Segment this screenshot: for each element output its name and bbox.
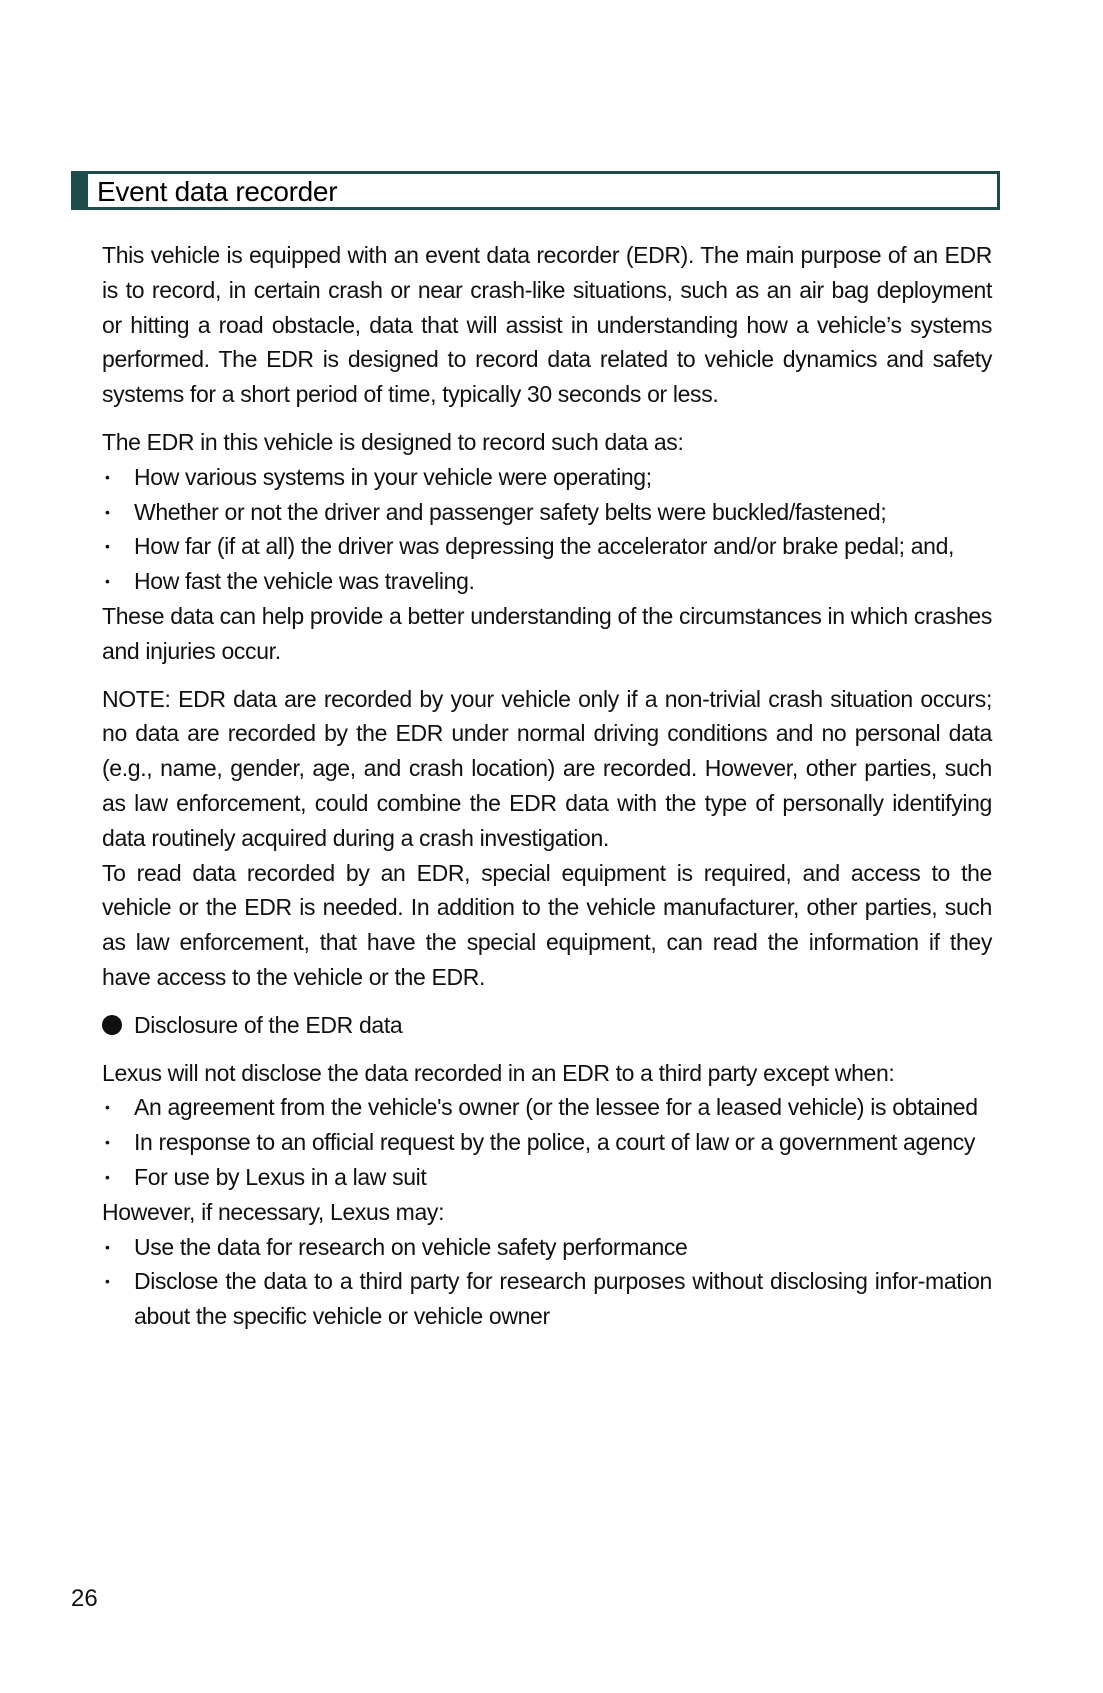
list-item: • An agreement from the vehicle's owner (or the lessee for a leased vehicle) is obtained (102, 1090, 992, 1125)
page-number: 26 (71, 1585, 98, 1612)
section-title: Event data recorder (97, 176, 338, 207)
access-paragraph: To read data recorded by an EDR, special equipment is required, and access to the vehicle or the EDR is needed. In addition to the vehicle manufacturer, other parties, such as law enforcement, that have the special equipment, can read the information if they have access to the vehicle or the EDR. (102, 859, 992, 990)
records-summary: These data can help provide a better understanding of the circumstances in which crashes and injuries occur. (102, 602, 992, 664)
may-lead: However, if necessary, Lexus may: (102, 1198, 445, 1225)
bullet-icon: • (105, 1273, 110, 1290)
bullet-icon: • (105, 538, 110, 555)
bullet-icon: • (105, 503, 110, 520)
bullet-icon: • (105, 1238, 110, 1255)
bullet-icon: • (105, 468, 110, 485)
section-header (71, 171, 1000, 210)
disclosure-heading-text: Disclosure of the EDR data (134, 1011, 403, 1038)
filled-circle-icon (102, 1015, 122, 1035)
records-lead: The EDR in this vehicle is designed to record such data as: (102, 428, 684, 455)
disclosure-exceptions-list (102, 1090, 992, 1194)
note-paragraph: NOTE: EDR data are recorded by your vehicle only if a non-trivial crash situation occurs; no data are recorded by the EDR under normal driving conditions and no personal data (e.g., name, gender, age, and crash location) are recorded. However, other parties, such as law enforcement, could combine the EDR data with the type of personally identifying data routinely acquired during a crash investigation. (102, 685, 992, 851)
bullet-icon: • (105, 1134, 110, 1151)
list-item: • How fast the vehicle was traveling. (102, 564, 992, 599)
bullet-icon: • (105, 1168, 110, 1185)
list-item: • Disclose the data to a third party for research purposes without disclosing infor-mation about the specific vehicle or vehicle owner (102, 1264, 992, 1334)
disclosure-heading (102, 1008, 992, 1043)
records-list (102, 460, 992, 599)
section-header-accent-bar (71, 171, 88, 210)
list-item: • How far (if at all) the driver was depressing the accelerator and/or brake pedal; and, (102, 529, 992, 564)
may-list (102, 1230, 992, 1334)
bullet-icon: • (105, 573, 110, 590)
list-item: • How various systems in your vehicle were operating; (102, 460, 992, 495)
list-item: • For use by Lexus in a law suit (102, 1160, 992, 1195)
list-item: • Use the data for research on vehicle safety performance (102, 1230, 992, 1265)
disclosure-lead: Lexus will not disclose the data recorded in an EDR to a third party except when: (102, 1059, 895, 1086)
intro-paragraph: This vehicle is equipped with an event data recorder (EDR). The main purpose of an EDR is to record, in certain crash or near crash-like situations, such as an air bag deployment or hitting a road obstacle, data that will assist in understanding how a vehicle’s systems performed. The EDR is designed to record data related to vehicle dynamics and safety systems for a short period of time, typically 30 seconds or less. (102, 242, 992, 408)
list-item: • In response to an official request by the police, a court of law or a government agency (102, 1125, 992, 1160)
page-content (102, 238, 992, 1334)
bullet-icon: • (105, 1099, 110, 1116)
list-item: • Whether or not the driver and passenger safety belts were buckled/fastened; (102, 495, 992, 530)
